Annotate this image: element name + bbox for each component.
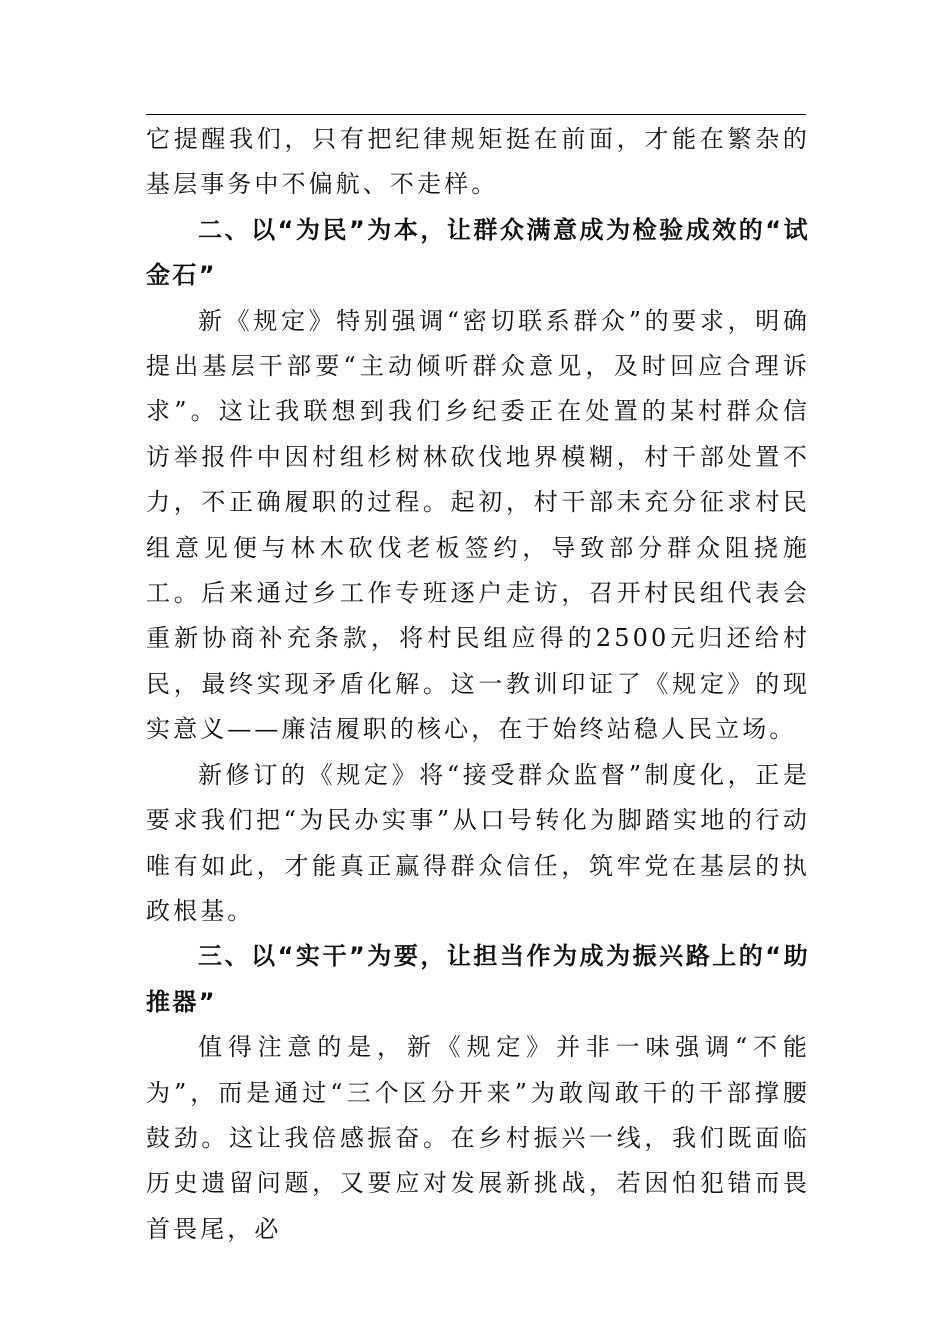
body-paragraph-1: 新《规定》特别强调“密切联系群众”的要求，明确提出基层干部要“主动倾听群众意见，及时回应合理诉求”。这让我联想到我们乡纪委正在处置的某村群众信访举报件中因村组杉树林砍伐地界模糊，村干部处置不力，不正确履职的过程。起初，村干部未充分征求村民组意见便与林木砍伐老板签约，导致部分群众阻挠施工。后来通过乡工作专班逐户走访，召开村民组代表会重新协商补充条款，将村民组应得的2500元归还给村民，最终实现矛盾化解。这一教训印证了《规定》的现实意义——廉洁履职的核心，在于始终站稳人民立场。 [146,306,810,744]
document-body [146,117,810,1252]
section-heading-2: 二、以“为民”为本，让群众满意成为检验成效的“试金石” [146,215,810,290]
continuation-paragraph: 它提醒我们，只有把纪律规矩挺在前面，才能在繁杂的基层事务中不偏航、不走样。 [146,125,810,199]
body-paragraph-2: 新修订的《规定》将“接受群众监督”制度化，正是要求我们把“为民办实事”从口号转化为脚踏实地的行动唯有如此，才能真正赢得群众信任，筑牢党在基层的执政根基。 [146,760,810,925]
header-rule [146,114,806,115]
body-paragraph-3: 值得注意的是，新《规定》并非一味强调“不能为”，而是通过“三个区分开来”为敢闯敢干的干部撑腰鼓劲。这让我倍感振奋。在乡村振兴一线，我们既面临历史遗留问题，又要应对发展新挑战，若因怕犯错而畏首畏尾，必 [146,1033,810,1243]
section-heading-3: 三、以“实干”为要，让担当作为成为振兴路上的“助推器” [146,942,810,1016]
